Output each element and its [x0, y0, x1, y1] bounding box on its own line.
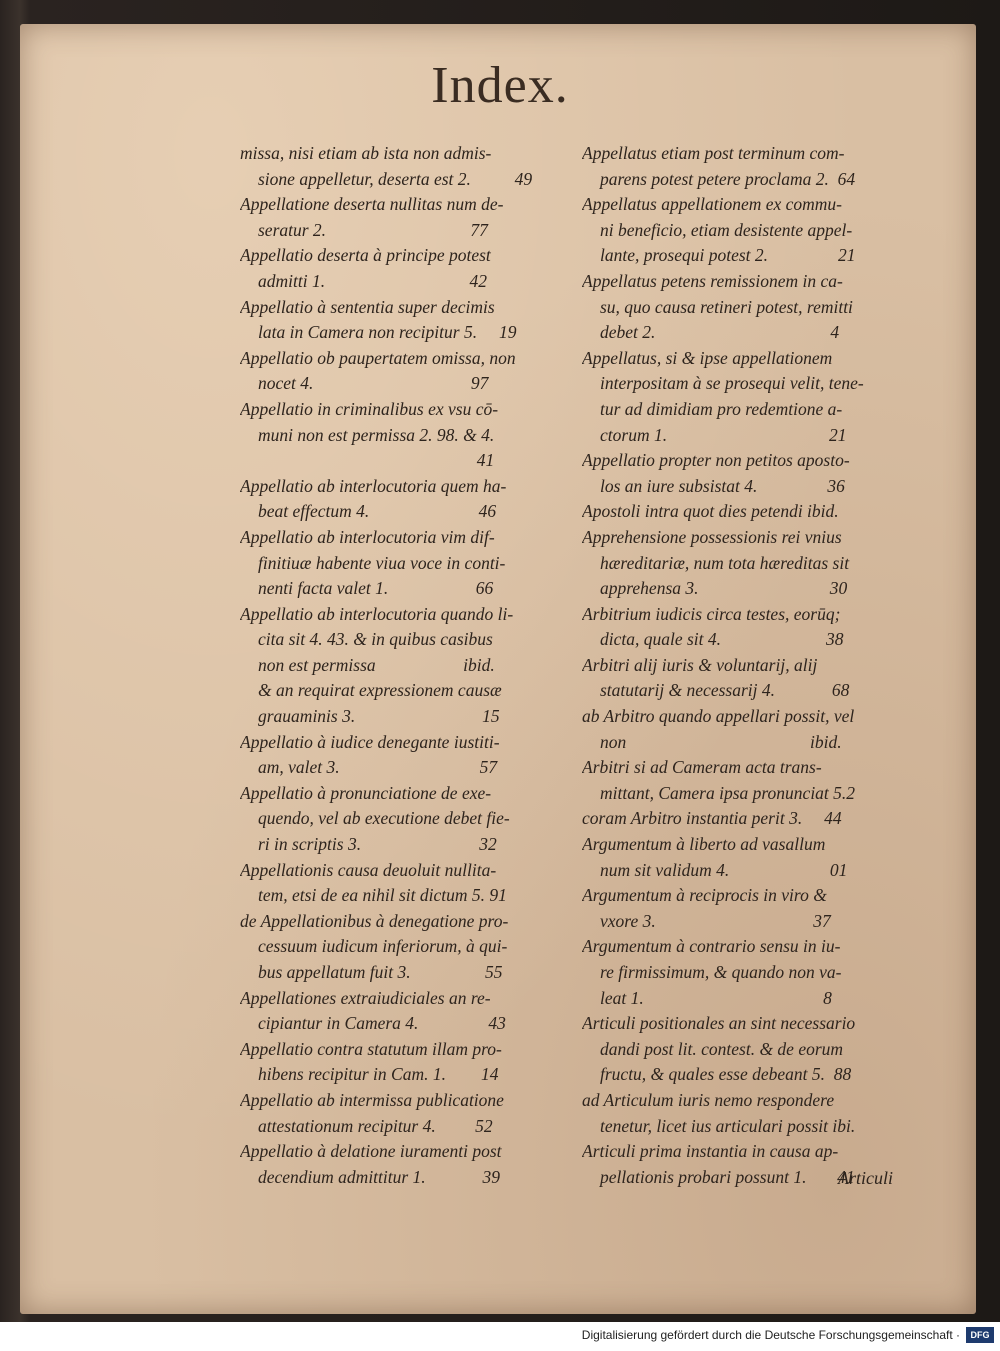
index-entry-line: Argumentum à reciprocis in viro &: [582, 885, 827, 906]
index-entry: [240, 602, 558, 730]
index-entry-line: statutarij & necessarij 4. 68: [600, 680, 850, 701]
footer-bar: [0, 1322, 1000, 1351]
index-entry-line: am, valet 3. 57: [258, 757, 498, 778]
index-entry-line: Arbitrium iudicis circa testes, eorūq;: [582, 603, 841, 624]
index-entry: [582, 934, 912, 1011]
index-entry: [240, 730, 558, 781]
index-entry: [582, 832, 912, 883]
index-entry-line: Appellatio à sententia super decimis: [240, 296, 495, 317]
catchword: Articuli: [838, 1168, 893, 1188]
index-entry-line: Appellatio ab interlocutoria vim dif-: [240, 526, 495, 547]
index-entry-line: ab Arbitro quando appellari possit, vel: [582, 706, 855, 727]
index-entry-line: quendo, vel ab executione debet fie-: [258, 808, 510, 829]
index-entry: [240, 858, 558, 909]
index-entry: [240, 1139, 558, 1190]
index-entry-line: missa, nisi etiam ab ista non admis-: [240, 143, 492, 163]
index-entry-line: hibens recipitur in Cam. 1. 14: [258, 1064, 499, 1085]
index-entry-line: pellationis probari possunt 1. 41: [600, 1166, 855, 1187]
index-entry: [582, 499, 912, 525]
index-entry-line: Argumentum à liberto ad vasallum: [582, 834, 826, 855]
index-entry-line: Appellationis causa deuoluit nullita-: [240, 859, 497, 880]
index-entry-line: vxore 3. 37: [600, 910, 831, 931]
index-entry-line: Appellatio ab intermissa publicatione: [240, 1089, 504, 1110]
index-entry-line: tem, etsi de ea nihil sit dictum 5. 91: [258, 885, 507, 906]
dfg-logo: DFG: [966, 1327, 994, 1343]
index-entry-line: Articuli positionales an sint necessario: [582, 1013, 856, 1034]
index-entry-line: attestationum recipitur 4. 52: [258, 1115, 493, 1136]
index-entry: [240, 525, 558, 602]
index-entry-line: Appellatus etiam post terminum com-: [582, 143, 845, 163]
index-entry: [240, 295, 558, 346]
index-entry-line: coram Arbitro instantia perit 3. 44: [582, 808, 842, 829]
index-entry-line: Appellatio ob paupertatem omissa, non: [240, 347, 516, 368]
index-entry: [582, 602, 912, 653]
index-entry: [240, 781, 558, 858]
index-entry-line: sione appelletur, deserta est 2. 49: [258, 168, 533, 189]
index-entry-line: lata in Camera non recipitur 5. 19: [258, 322, 517, 343]
index-entry-line: & an requirat expressionem causæ: [258, 680, 502, 701]
index-entry-line: debet 2. 4: [600, 322, 840, 343]
index-entry-line: Appellatus, si & ipse appellationem: [582, 347, 833, 368]
index-entry-line: Argumentum à contrario sensu in iu-: [582, 936, 841, 957]
index-entry-line: num sit validum 4. 01: [600, 859, 848, 880]
index-entry: [582, 1088, 912, 1139]
index-column-left: [240, 141, 558, 1190]
index-entry: [240, 1037, 558, 1088]
index-entry-line: Apprehensione possessionis rei vnius: [582, 526, 842, 547]
index-entry-line: cessuum iudicum inferiorum, à qui-: [258, 936, 508, 957]
index-entry-line: grauaminis 3. 15: [258, 706, 500, 727]
index-entry-line: decendium admittitur 1. 39: [258, 1166, 501, 1187]
index-entry-line: dandi post lit. contest. & de eorum: [600, 1038, 844, 1059]
index-entry: [240, 1088, 558, 1139]
index-entry: [240, 141, 558, 192]
index-entry-line: Appellatio propter non petitos aposto-: [582, 450, 850, 471]
index-entry: [582, 346, 912, 448]
index-entry-line: mittant, Camera ipsa pronunciat 5.2: [600, 782, 856, 803]
index-entry-line: re firmissimum, & quando non va-: [600, 962, 842, 982]
index-entry-line: leat 1. 8: [600, 987, 832, 1008]
index-entry: [240, 192, 558, 243]
index-entry-line: apprehensa 3. 30: [600, 578, 848, 599]
index-entry-line: Appellatio à pronunciatione de exe-: [240, 782, 492, 803]
index-entry-line: de Appellationibus à denegatione pro-: [240, 910, 509, 931]
index-entry-line: Appellationes extraiudiciales an re-: [240, 987, 491, 1008]
index-entry-line: Appellatus appellationem ex commu-: [582, 194, 843, 215]
index-entry-line: Appellatio in criminalibus ex vsu cō-: [240, 398, 499, 419]
index-entry-line: Appellatio à delatione iuramenti post: [240, 1141, 502, 1162]
index-entry-line: Appellatio ab interlocutoria quem ha-: [240, 475, 507, 496]
index-entry-line: tenetur, licet ius articulari possit ibi.: [600, 1115, 856, 1136]
index-entry-line: non ibid.: [600, 731, 842, 752]
index-entry-line: beat effectum 4. 46: [258, 501, 497, 522]
index-entry: [240, 346, 558, 397]
index-entry-line: Appellatio contra statutum illam pro-: [240, 1038, 502, 1059]
index-entry: [582, 704, 912, 755]
index-entry-line: interpositam à se prosequi velit, tene-: [600, 373, 864, 394]
index-entry-line: ri in scriptis 3. 32: [258, 834, 497, 855]
index-entry: [582, 1011, 912, 1088]
index-entry: [582, 192, 912, 269]
index-entry: [582, 653, 912, 704]
funding-notice: Digitalisierung gefördert durch die Deutsche Forschungsgemeinschaft ·: [581, 1328, 960, 1342]
index-entry-line: non est permissa ibid.: [258, 654, 495, 675]
index-entry-line: Appellatio ab interlocutoria quando li-: [240, 603, 514, 624]
index-entry-line: muni non est permissa 2. 98. & 4.: [258, 424, 495, 445]
index-entry-line: nocet 4. 97: [258, 373, 489, 394]
index-entry: [240, 243, 558, 294]
index-entry-line: los an iure subsistat 4. 36: [600, 475, 845, 496]
index-entry-line: Appellatione deserta nullitas num de-: [240, 194, 504, 215]
index-entry: [582, 806, 912, 832]
index-entry-line: Arbitri si ad Cameram acta trans-: [582, 757, 822, 778]
index-entry: [240, 397, 558, 474]
index-entry-line: 41: [258, 450, 495, 471]
index-entry-line: nenti facta valet 1. 66: [258, 578, 494, 599]
index-entry: [240, 986, 558, 1037]
index-entry-line: seratur 2. 77: [258, 219, 488, 240]
index-entry-line: parens potest petere proclama 2. 64: [600, 168, 856, 189]
index-entry: [582, 269, 912, 346]
index-entry: [582, 141, 912, 192]
index-entry-line: su, quo causa retineri potest, remitti: [600, 296, 853, 317]
index-entry-line: hæreditariæ, num tota hæreditas sit: [600, 552, 850, 573]
index-entry-line: dicta, quale sit 4. 38: [600, 629, 844, 650]
index-entry-line: Arbitri alij iuris & voluntarij, alij: [582, 654, 818, 675]
index-entry-line: Appellatio deserta à principe potest: [240, 245, 491, 266]
index-entry: [240, 474, 558, 525]
index-entry-line: lante, prosequi potest 2. 21: [600, 245, 856, 266]
page-title: Index.: [431, 57, 569, 114]
index-entry-line: cipiantur in Camera 4. 43: [258, 1013, 506, 1034]
index-entry-line: fructu, & quales esse debeant 5. 88: [600, 1064, 852, 1085]
index-entry-line: ctorum 1. 21: [600, 424, 847, 445]
index-entry-line: Articuli prima instantia in causa ap-: [582, 1141, 839, 1162]
index-entry-line: ni beneficio, etiam desistente appel-: [600, 219, 853, 240]
index-entry-line: ad Articulum iuris nemo respondere: [582, 1089, 835, 1110]
index-entry: [582, 525, 912, 602]
index-entry-line: tur ad dimidiam pro redemtione a-: [600, 398, 843, 419]
index-entry-line: Appellatus petens remissionem in ca-: [582, 270, 843, 291]
index-entry-line: admitti 1. 42: [258, 270, 487, 291]
index-column-right: [582, 141, 912, 1190]
index-entry: [582, 755, 912, 806]
index-entry: [240, 909, 558, 986]
index-entry-line: Appellatio à iudice denegante iustiti-: [240, 731, 500, 752]
index-entry-line: Apostoli intra quot dies petendi ibid.: [582, 501, 839, 522]
index-entry: [582, 448, 912, 499]
index-entry-line: finitiuæ habente viua voce in conti-: [258, 552, 506, 573]
index-entry: [582, 883, 912, 934]
index-entry-line: cita sit 4. 43. & in quibus casibus: [258, 629, 493, 650]
index-entry-line: bus appellatum fuit 3. 55: [258, 962, 503, 982]
